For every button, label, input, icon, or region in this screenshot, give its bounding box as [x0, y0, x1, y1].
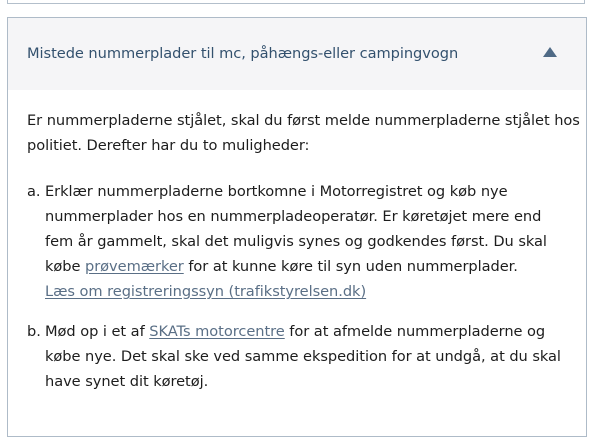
option-text-line: have synet dit køretøj.	[45, 373, 209, 390]
previous-accordion-panel	[7, 0, 585, 4]
skat-motorcentre-link[interactable]: SKATs motorcentre	[149, 323, 285, 340]
accordion-content	[27, 108, 580, 394]
option-a	[27, 179, 572, 304]
accordion-title[interactable]: Mistede nummerplader til mc, påhængs-eller campingvogn	[27, 45, 459, 62]
chevron-up-icon[interactable]	[543, 47, 557, 57]
option-marker: b.	[27, 323, 41, 340]
intro-paragraph	[27, 108, 580, 158]
option-text: købe	[45, 258, 86, 275]
intro-line: Er nummerpladerne stjålet, skal du først melde nummerpladerne stjålet hos	[27, 112, 580, 129]
provemaerker-link[interactable]: prøvemærker	[85, 258, 184, 275]
option-text: for at afmelde nummerpladerne og	[284, 323, 546, 340]
option-text-line: Erklær nummerpladerne bortkomne i Motorregistret og køb nye	[45, 183, 508, 200]
intro-line: politiet. Derefter har du to muligheder:	[27, 137, 310, 154]
option-text-line: fem år gammelt, skal det muligvis synes og godkendes først. Du skal	[45, 233, 547, 250]
option-marker: a.	[27, 183, 41, 200]
option-b	[27, 319, 572, 394]
option-text-line	[45, 279, 572, 304]
accordion-panel	[7, 17, 587, 437]
option-text: Mød op i et af	[45, 323, 150, 340]
option-text-line	[45, 319, 572, 344]
option-text-line: købe nye. Det skal ske ved samme ekspedition for at undgå, at du skal	[45, 348, 561, 365]
accordion-header[interactable]	[8, 18, 586, 90]
options-list	[27, 179, 572, 394]
option-text-line	[45, 254, 572, 279]
registreringssyn-link[interactable]: Læs om registreringssyn (trafikstyrelsen.dk)	[45, 283, 367, 300]
option-text-line: nummerplader hos en nummerpladeoperatør. Er køretøjet mere end	[45, 208, 542, 225]
option-text: for at kunne køre til syn uden nummerplader.	[183, 258, 518, 275]
